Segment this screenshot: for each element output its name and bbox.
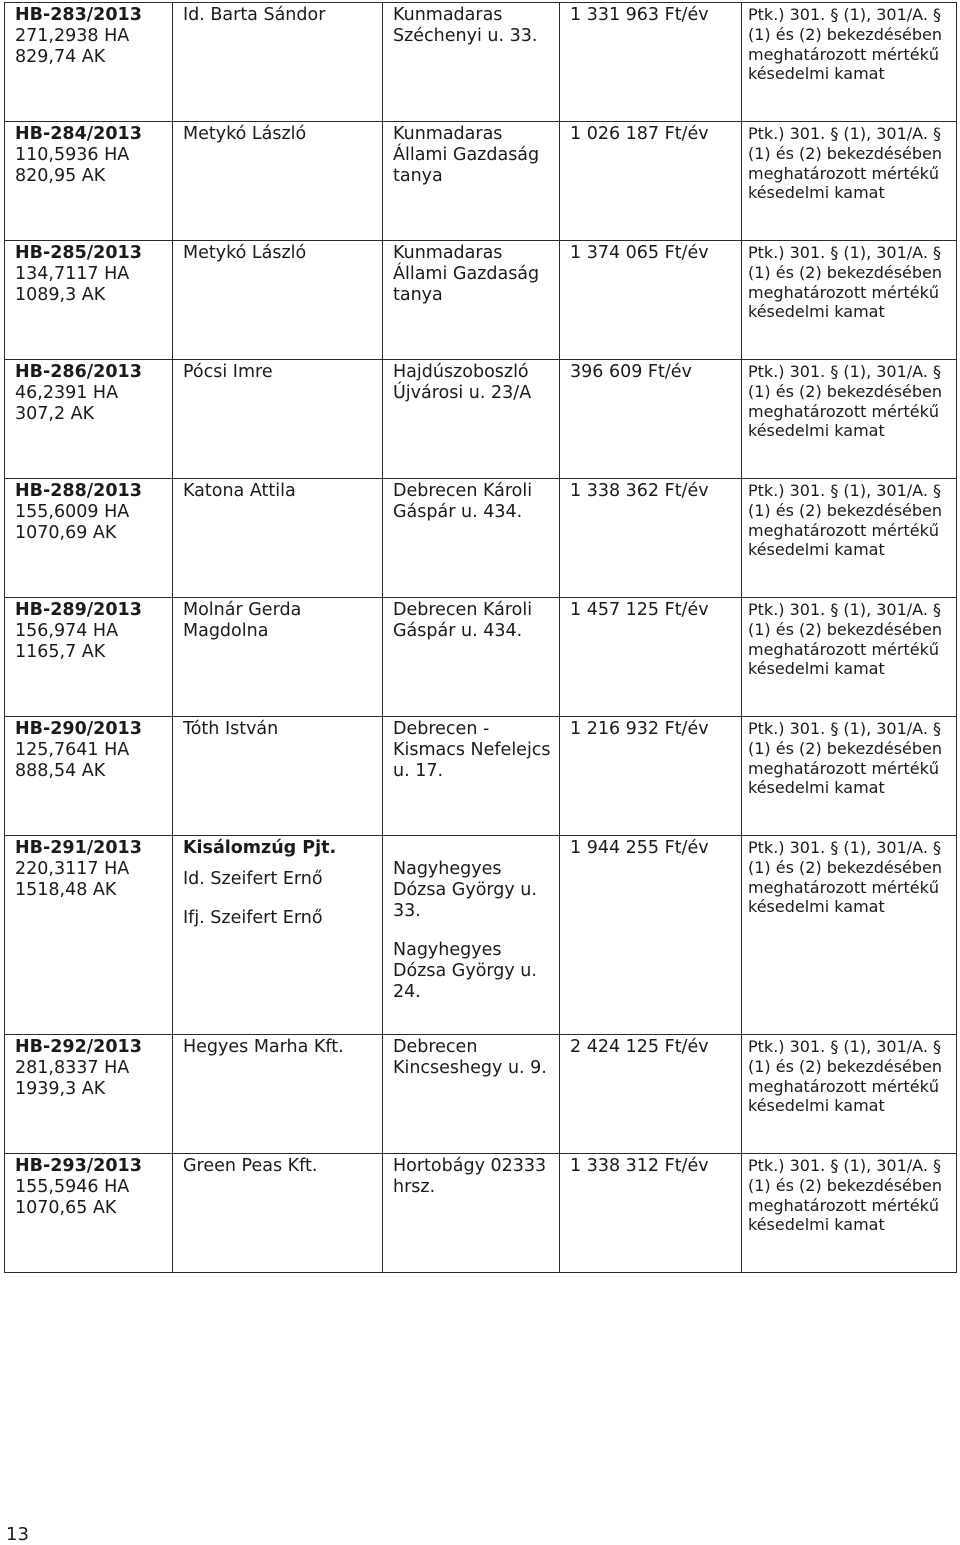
annual-fee: 1 216 932 Ft/év (570, 719, 709, 739)
parcel-area: 155,6009 HA (15, 502, 130, 522)
parcel-cell (5, 122, 173, 241)
parcel-ak: 1939,3 AK (15, 1079, 106, 1099)
table-row (5, 598, 957, 717)
parcel-cell (5, 1035, 173, 1154)
legal-reference: Ptk.) 301. § (1), 301/A. § (1) és (2) bekezdésében meghatározott mértékű késedelmi kamat (748, 5, 943, 84)
annual-fee: 1 374 065 Ft/év (570, 243, 709, 263)
lessee-address: Debrecen Károli Gáspár u. 434. (393, 600, 533, 641)
fee-cell (560, 241, 742, 360)
parcel-ak: 888,54 AK (15, 761, 106, 781)
table-row (5, 717, 957, 836)
parcel-area: 281,8337 HA (15, 1058, 130, 1078)
lessee-name: Metykó László (183, 124, 307, 144)
legal-cell (742, 1154, 957, 1273)
address-cell (383, 122, 560, 241)
legal-reference: Ptk.) 301. § (1), 301/A. § (1) és (2) bekezdésében meghatározott mértékű késedelmi kamat (748, 124, 943, 203)
parcel-cell (5, 3, 173, 122)
fee-cell (560, 1154, 742, 1273)
fee-cell (560, 360, 742, 479)
address-cell (383, 836, 560, 1035)
parcel-id: HB-290/2013 (15, 719, 142, 739)
fee-cell (560, 122, 742, 241)
parcel-ak: 829,74 AK (15, 47, 106, 67)
parcel-area: 110,5936 HA (15, 145, 130, 165)
parcel-id: HB-284/2013 (15, 124, 142, 144)
lessee-cell (173, 1035, 383, 1154)
lessee-cell (173, 122, 383, 241)
fee-cell (560, 836, 742, 1035)
lessee-address: Kunmadaras Állami Gazdaság tanya (393, 243, 540, 305)
lessee-address: Debrecen - Kismacs Nefelejcs u. 17. (393, 719, 551, 781)
lessee-name: Katona Attila (183, 481, 296, 501)
lessee-cell (173, 241, 383, 360)
page-number: 13 (6, 1524, 29, 1545)
table-row (5, 3, 957, 122)
legal-reference: Ptk.) 301. § (1), 301/A. § (1) és (2) bekezdésében meghatározott mértékű késedelmi kamat (748, 838, 943, 917)
parcel-ak: 1089,3 AK (15, 285, 106, 305)
parcel-ak: 1070,65 AK (15, 1198, 117, 1218)
table-row (5, 1154, 957, 1273)
parcel-ak: 307,2 AK (15, 404, 95, 424)
table-row (5, 122, 957, 241)
legal-cell (742, 598, 957, 717)
parcel-id: HB-283/2013 (15, 5, 142, 25)
lessee-name: Metykó László (183, 243, 307, 263)
annual-fee: 1 331 963 Ft/év (570, 5, 709, 25)
parcel-area: 156,974 HA (15, 621, 119, 641)
legal-reference: Ptk.) 301. § (1), 301/A. § (1) és (2) bekezdésében meghatározott mértékű késedelmi kamat (748, 1037, 943, 1116)
lessee-name: Tóth István (183, 719, 279, 739)
legal-cell (742, 122, 957, 241)
legal-cell (742, 3, 957, 122)
fee-cell (560, 479, 742, 598)
legal-reference: Ptk.) 301. § (1), 301/A. § (1) és (2) bekezdésében meghatározott mértékű késedelmi kamat (748, 1156, 943, 1235)
address-cell (383, 1154, 560, 1273)
parcel-area: 271,2938 HA (15, 26, 130, 46)
lessee-name: Green Peas Kft. (183, 1156, 318, 1176)
legal-cell (742, 479, 957, 598)
lessee-cell (173, 3, 383, 122)
lease-table (4, 2, 957, 1273)
annual-fee: 396 609 Ft/év (570, 362, 692, 382)
lessee-address: Kunmadaras Állami Gazdaság tanya (393, 124, 540, 186)
lessee-name: Pócsi Imre (183, 362, 273, 382)
legal-reference: Ptk.) 301. § (1), 301/A. § (1) és (2) bekezdésében meghatározott mértékű késedelmi kamat (748, 481, 943, 560)
parcel-cell (5, 1154, 173, 1273)
parcel-area: 46,2391 HA (15, 383, 119, 403)
parcel-id: HB-293/2013 (15, 1156, 142, 1176)
table-row (5, 479, 957, 598)
legal-reference: Ptk.) 301. § (1), 301/A. § (1) és (2) bekezdésében meghatározott mértékű késedelmi kamat (748, 719, 943, 798)
parcel-id: HB-289/2013 (15, 600, 142, 620)
organization-name: Kisálomzúg Pjt. (183, 838, 337, 858)
lessee-cell (173, 1154, 383, 1273)
annual-fee: 1 338 362 Ft/év (570, 481, 709, 501)
parcel-area: 220,3117 HA (15, 859, 130, 879)
parcel-ak: 1070,69 AK (15, 523, 117, 543)
annual-fee: 1 944 255 Ft/év (570, 838, 709, 858)
address-cell (383, 241, 560, 360)
legal-cell (742, 360, 957, 479)
parcel-ak: 1165,7 AK (15, 642, 106, 662)
lessee-address: Debrecen Kincseshegy u. 9. (393, 1037, 547, 1078)
legal-cell (742, 836, 957, 1035)
parcel-ak: 820,95 AK (15, 166, 106, 186)
lessee-address: Hajdúszoboszló Újvárosi u. 23/A (393, 362, 532, 403)
parcel-id: HB-286/2013 (15, 362, 142, 382)
table-row (5, 360, 957, 479)
annual-fee: 1 338 312 Ft/év (570, 1156, 709, 1176)
member-address: Nagyhegyes Dózsa György u. 24. (393, 940, 537, 1002)
lessee-name: Hegyes Marha Kft. (183, 1037, 344, 1057)
parcel-id: HB-291/2013 (15, 838, 142, 858)
lessee-address: Kunmadaras Széchenyi u. 33. (393, 5, 538, 46)
lessee-cell (173, 598, 383, 717)
address-cell (383, 717, 560, 836)
parcel-ak: 1518,48 AK (15, 880, 117, 900)
parcel-cell (5, 479, 173, 598)
parcel-cell (5, 598, 173, 717)
fee-cell (560, 598, 742, 717)
table-row (5, 241, 957, 360)
table-row (5, 1035, 957, 1154)
member-address: Nagyhegyes Dózsa György u. 33. (393, 859, 537, 921)
member-name: Id. Szeifert Ernő (183, 869, 323, 889)
parcel-id: HB-288/2013 (15, 481, 142, 501)
address-cell (383, 479, 560, 598)
lessee-address: Debrecen Károli Gáspár u. 434. (393, 481, 533, 522)
fee-cell (560, 1035, 742, 1154)
legal-cell (742, 717, 957, 836)
legal-reference: Ptk.) 301. § (1), 301/A. § (1) és (2) bekezdésében meghatározott mértékű késedelmi kamat (748, 600, 943, 679)
parcel-cell (5, 241, 173, 360)
parcel-cell (5, 836, 173, 1035)
parcel-cell (5, 717, 173, 836)
address-cell (383, 1035, 560, 1154)
lessee-name: Molnár Gerda Magdolna (183, 600, 302, 641)
parcel-area: 155,5946 HA (15, 1177, 130, 1197)
address-cell (383, 598, 560, 717)
table-row (5, 836, 957, 1035)
legal-cell (742, 1035, 957, 1154)
annual-fee: 2 424 125 Ft/év (570, 1037, 709, 1057)
legal-reference: Ptk.) 301. § (1), 301/A. § (1) és (2) bekezdésében meghatározott mértékű késedelmi kamat (748, 362, 943, 441)
address-cell (383, 3, 560, 122)
parcel-id: HB-292/2013 (15, 1037, 142, 1057)
member-name: Ifj. Szeifert Ernő (183, 908, 323, 928)
parcel-area: 125,7641 HA (15, 740, 130, 760)
lessee-cell (173, 360, 383, 479)
legal-reference: Ptk.) 301. § (1), 301/A. § (1) és (2) bekezdésében meghatározott mértékű késedelmi kamat (748, 243, 943, 322)
address-cell (383, 360, 560, 479)
lessee-address: Hortobágy 02333 hrsz. (393, 1156, 547, 1197)
fee-cell (560, 3, 742, 122)
lessee-cell (173, 836, 383, 1035)
annual-fee: 1 026 187 Ft/év (570, 124, 709, 144)
annual-fee: 1 457 125 Ft/év (570, 600, 709, 620)
legal-cell (742, 241, 957, 360)
lessee-cell (173, 479, 383, 598)
parcel-id: HB-285/2013 (15, 243, 142, 263)
lessee-name: Id. Barta Sándor (183, 5, 326, 25)
parcel-cell (5, 360, 173, 479)
parcel-area: 134,7117 HA (15, 264, 130, 284)
lessee-cell (173, 717, 383, 836)
fee-cell (560, 717, 742, 836)
